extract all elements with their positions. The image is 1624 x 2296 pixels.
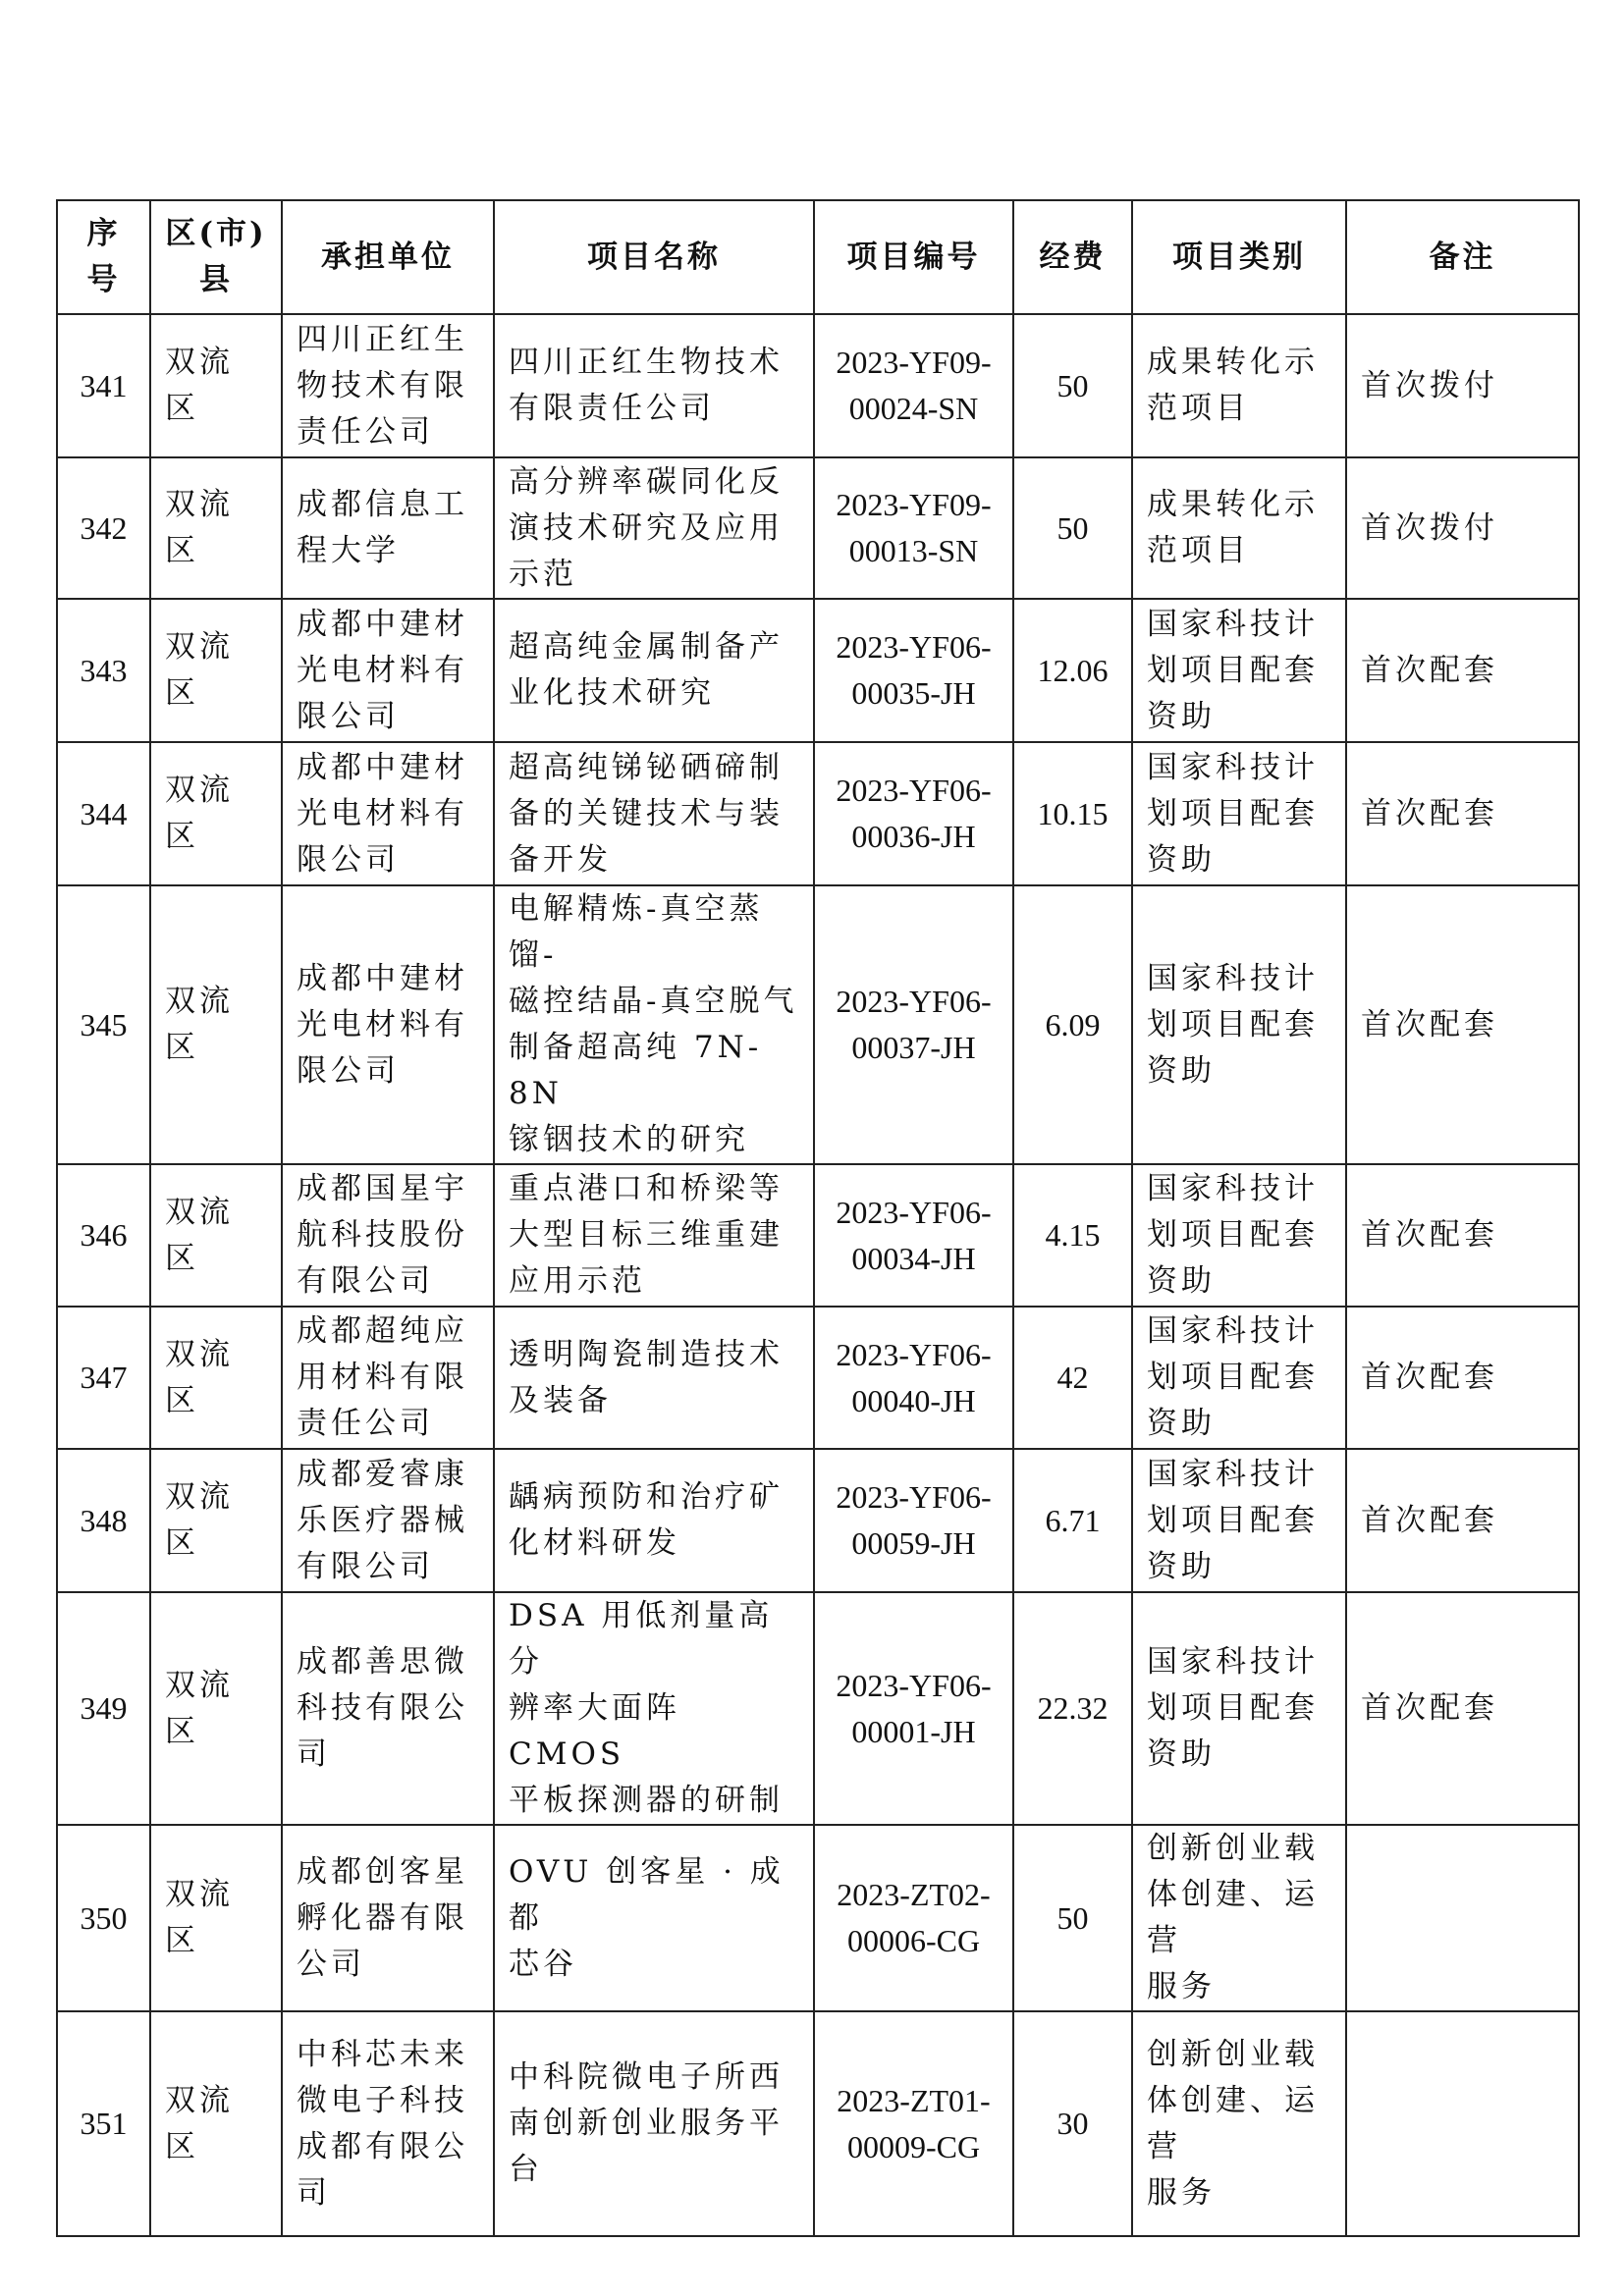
cell-project-code: 2023-YF06- 00059-JH [814,1449,1013,1592]
cell-remark: 首次配套 [1346,599,1579,742]
cell-project-code: 2023-YF06- 00034-JH [814,1164,1013,1307]
cell-unit-name: 中科芯未来 微电子科技 成都有限公 司 [282,2011,494,2236]
cell-funds: 30 [1013,2011,1132,2236]
cell-row-number: 346 [57,1164,150,1307]
cell-unit-name: 四川正红生 物技术有限 责任公司 [282,314,494,457]
cell-project-code: 2023-YF06- 00037-JH [814,885,1013,1164]
table-row [57,1825,1579,2011]
cell-project-code: 2023-YF09- 00013-SN [814,457,1013,599]
cell-row-number: 351 [57,2011,150,2236]
header-project-name: 项目名称 [494,200,814,314]
cell-remark: 首次配套 [1346,742,1579,885]
table-row [57,599,1579,742]
table-row [57,457,1579,599]
cell-project-category: 国家科技计 划项目配套 资助 [1132,599,1346,742]
cell-project-name: 超高纯金属制备产 业化技术研究 [494,599,814,742]
cell-district: 双流区 [150,457,282,599]
cell-unit-name: 成都创客星 孵化器有限 公司 [282,1825,494,2011]
cell-row-number: 350 [57,1825,150,2011]
cell-project-code: 2023-YF09- 00024-SN [814,314,1013,457]
cell-project-category: 成果转化示 范项目 [1132,457,1346,599]
cell-project-code: 2023-ZT02- 00006-CG [814,1825,1013,2011]
cell-project-category: 国家科技计 划项目配套 资助 [1132,885,1346,1164]
cell-remark: 首次配套 [1346,1592,1579,1825]
header-row [57,200,1579,314]
cell-district: 双流区 [150,1449,282,1592]
cell-funds: 42 [1013,1307,1132,1449]
cell-unit-name: 成都中建材 光电材料有 限公司 [282,885,494,1164]
cell-unit-name: 成都信息工 程大学 [282,457,494,599]
cell-unit-name: 成都国星宇 航科技股份 有限公司 [282,1164,494,1307]
cell-project-category: 国家科技计 划项目配套 资助 [1132,742,1346,885]
cell-remark: 首次配套 [1346,1164,1579,1307]
cell-district: 双流区 [150,742,282,885]
cell-project-category: 国家科技计 划项目配套 资助 [1132,1449,1346,1592]
cell-project-name: DSA 用低剂量高分 辨率大面阵 CMOS 平板探测器的研制 [494,1592,814,1825]
cell-remark: 首次配套 [1346,1307,1579,1449]
cell-project-code: 2023-YF06- 00036-JH [814,742,1013,885]
cell-row-number: 349 [57,1592,150,1825]
table-row [57,1592,1579,1825]
cell-funds: 50 [1013,1825,1132,2011]
cell-funds: 12.06 [1013,599,1132,742]
cell-remark: 首次配套 [1346,885,1579,1164]
cell-project-category: 国家科技计 划项目配套 资助 [1132,1307,1346,1449]
cell-unit-name: 成都善思微 科技有限公 司 [282,1592,494,1825]
cell-project-category: 成果转化示 范项目 [1132,314,1346,457]
table-row [57,1449,1579,1592]
cell-funds: 6.09 [1013,885,1132,1164]
cell-row-number: 347 [57,1307,150,1449]
cell-project-name: 中科院微电子所西 南创新创业服务平 台 [494,2011,814,2236]
cell-district: 双流区 [150,1164,282,1307]
header-project-code: 项目编号 [814,200,1013,314]
cell-project-name: 四川正红生物技术 有限责任公司 [494,314,814,457]
cell-project-category: 创新创业载 体创建、运营 服务 [1132,2011,1346,2236]
cell-project-category: 国家科技计 划项目配套 资助 [1132,1592,1346,1825]
table-row [57,1164,1579,1307]
cell-project-code: 2023-YF06- 00035-JH [814,599,1013,742]
table-row [57,742,1579,885]
cell-project-name: 超高纯锑铋硒碲制 备的关键技术与装 备开发 [494,742,814,885]
cell-district: 双流区 [150,599,282,742]
cell-funds: 10.15 [1013,742,1132,885]
cell-unit-name: 成都爱睿康 乐医疗器械 有限公司 [282,1449,494,1592]
cell-unit-name: 成都中建材 光电材料有 限公司 [282,599,494,742]
cell-remark: 首次拨付 [1346,457,1579,599]
cell-unit-name: 成都超纯应 用材料有限 责任公司 [282,1307,494,1449]
table-row [57,2011,1579,2236]
header-funds: 经费 [1013,200,1132,314]
cell-district: 双流区 [150,314,282,457]
cell-row-number: 343 [57,599,150,742]
cell-project-name: 重点港口和桥梁等 大型目标三维重建 应用示范 [494,1164,814,1307]
project-funding-table [56,199,1580,2237]
header-unit: 承担单位 [282,200,494,314]
cell-remark [1346,2011,1579,2236]
cell-row-number: 342 [57,457,150,599]
cell-funds: 6.71 [1013,1449,1132,1592]
cell-district: 双流区 [150,1307,282,1449]
table-row [57,885,1579,1164]
cell-project-name: 高分辨率碳同化反 演技术研究及应用 示范 [494,457,814,599]
cell-project-code: 2023-YF06- 00040-JH [814,1307,1013,1449]
cell-remark: 首次配套 [1346,1449,1579,1592]
cell-district: 双流区 [150,1592,282,1825]
cell-project-name: 龋病预防和治疗矿 化材料研发 [494,1449,814,1592]
cell-project-name: 透明陶瓷制造技术 及装备 [494,1307,814,1449]
cell-funds: 50 [1013,314,1132,457]
cell-project-code: 2023-YF06- 00001-JH [814,1592,1013,1825]
cell-project-name: 电解精炼-真空蒸馏- 磁控结晶-真空脱气 制备超高纯 7N-8N 镓铟技术的研究 [494,885,814,1164]
cell-remark: 首次拨付 [1346,314,1579,457]
header-no: 序 号 [57,200,150,314]
cell-row-number: 344 [57,742,150,885]
cell-row-number: 348 [57,1449,150,1592]
cell-project-name: OVU 创客星 · 成都 芯谷 [494,1825,814,2011]
cell-funds: 22.32 [1013,1592,1132,1825]
cell-funds: 4.15 [1013,1164,1132,1307]
cell-unit-name: 成都中建材 光电材料有 限公司 [282,742,494,885]
header-category: 项目类别 [1132,200,1346,314]
header-district: 区(市) 县 [150,200,282,314]
cell-funds: 50 [1013,457,1132,599]
header-remark: 备注 [1346,200,1579,314]
table-row [57,1307,1579,1449]
table-row [57,314,1579,457]
cell-district: 双流区 [150,2011,282,2236]
cell-remark [1346,1825,1579,2011]
cell-district: 双流区 [150,1825,282,2011]
cell-row-number: 345 [57,885,150,1164]
cell-row-number: 341 [57,314,150,457]
cell-project-code: 2023-ZT01- 00009-CG [814,2011,1013,2236]
cell-project-category: 国家科技计 划项目配套 资助 [1132,1164,1346,1307]
cell-district: 双流区 [150,885,282,1164]
cell-project-category: 创新创业载 体创建、运营 服务 [1132,1825,1346,2011]
